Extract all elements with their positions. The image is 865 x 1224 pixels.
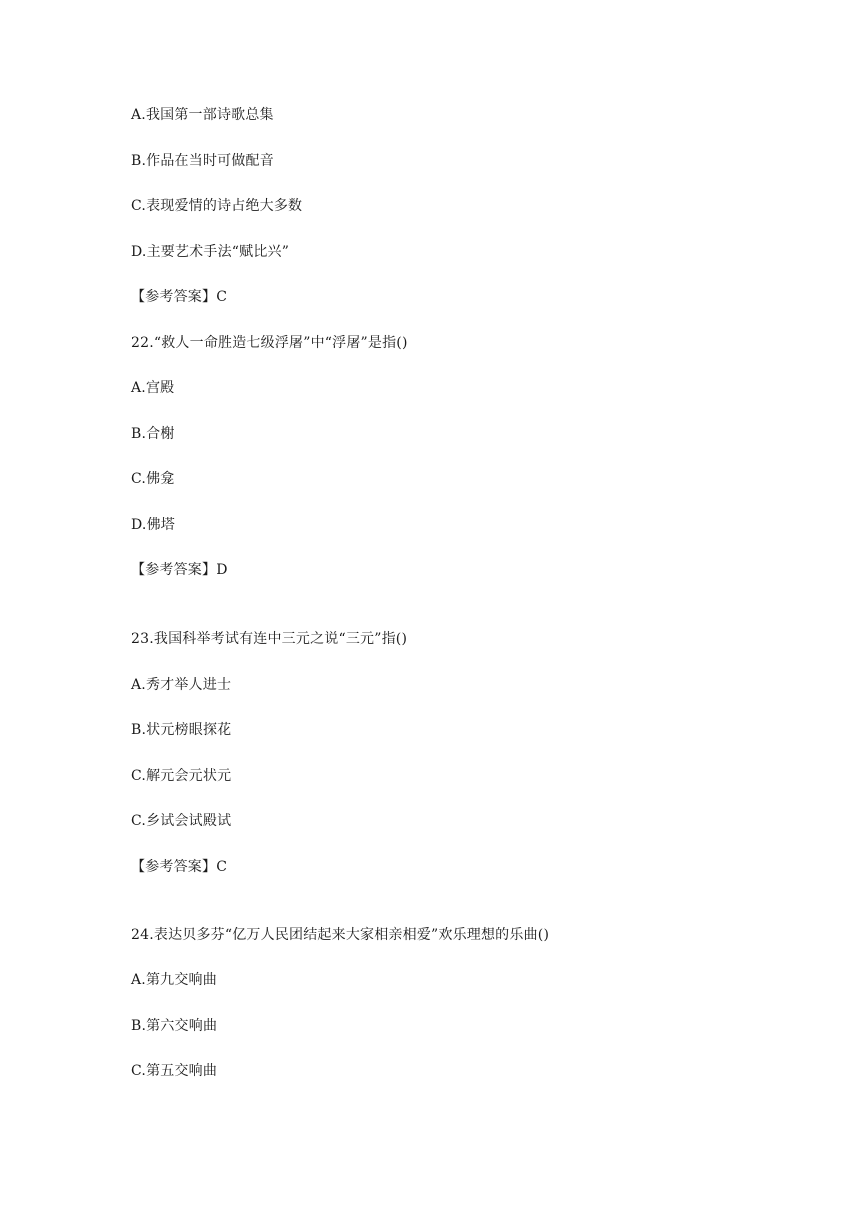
q23-option-c: C.解元会元状元 [131, 768, 232, 784]
q22-answer: 【参考答案】D [131, 562, 228, 578]
q21-option-d: D.主要艺术手法“赋比兴” [131, 244, 290, 260]
q24-option-b: B.第六交响曲 [131, 1018, 218, 1034]
q23-option-a: A.秀才举人进士 [131, 677, 232, 693]
q23-option-b: B.状元榜眼探花 [131, 722, 232, 738]
q23-answer: 【参考答案】C [131, 859, 228, 875]
q22-option-d: D.佛塔 [131, 517, 175, 533]
q24-option-c: C.第五交响曲 [131, 1063, 218, 1079]
q21-option-c: C.表现爱情的诗占绝大多数 [131, 198, 303, 214]
q21-option-b: B.作品在当时可做配音 [131, 153, 274, 169]
q24-option-a: A.第九交响曲 [131, 972, 217, 988]
q22-option-c: C.佛龛 [131, 471, 175, 487]
q22-option-b: B.合榭 [131, 426, 175, 442]
q23-question: 23.我国科举考试有连中三元之说“三元”指() [131, 631, 408, 647]
q24-question: 24.表达贝多芬“亿万人民团结起来大家相亲相爱”欢乐理想的乐曲() [131, 927, 550, 943]
q21-option-a: A.我国第一部诗歌总集 [131, 107, 274, 123]
q22-option-a: A.宫殿 [131, 380, 175, 396]
q23-option-d: C.乡试会试殿试 [131, 813, 232, 829]
q21-answer: 【参考答案】C [131, 289, 228, 305]
q22-question: 22.“救人一命胜造七级浮屠”中“浮屠”是指() [131, 335, 408, 351]
